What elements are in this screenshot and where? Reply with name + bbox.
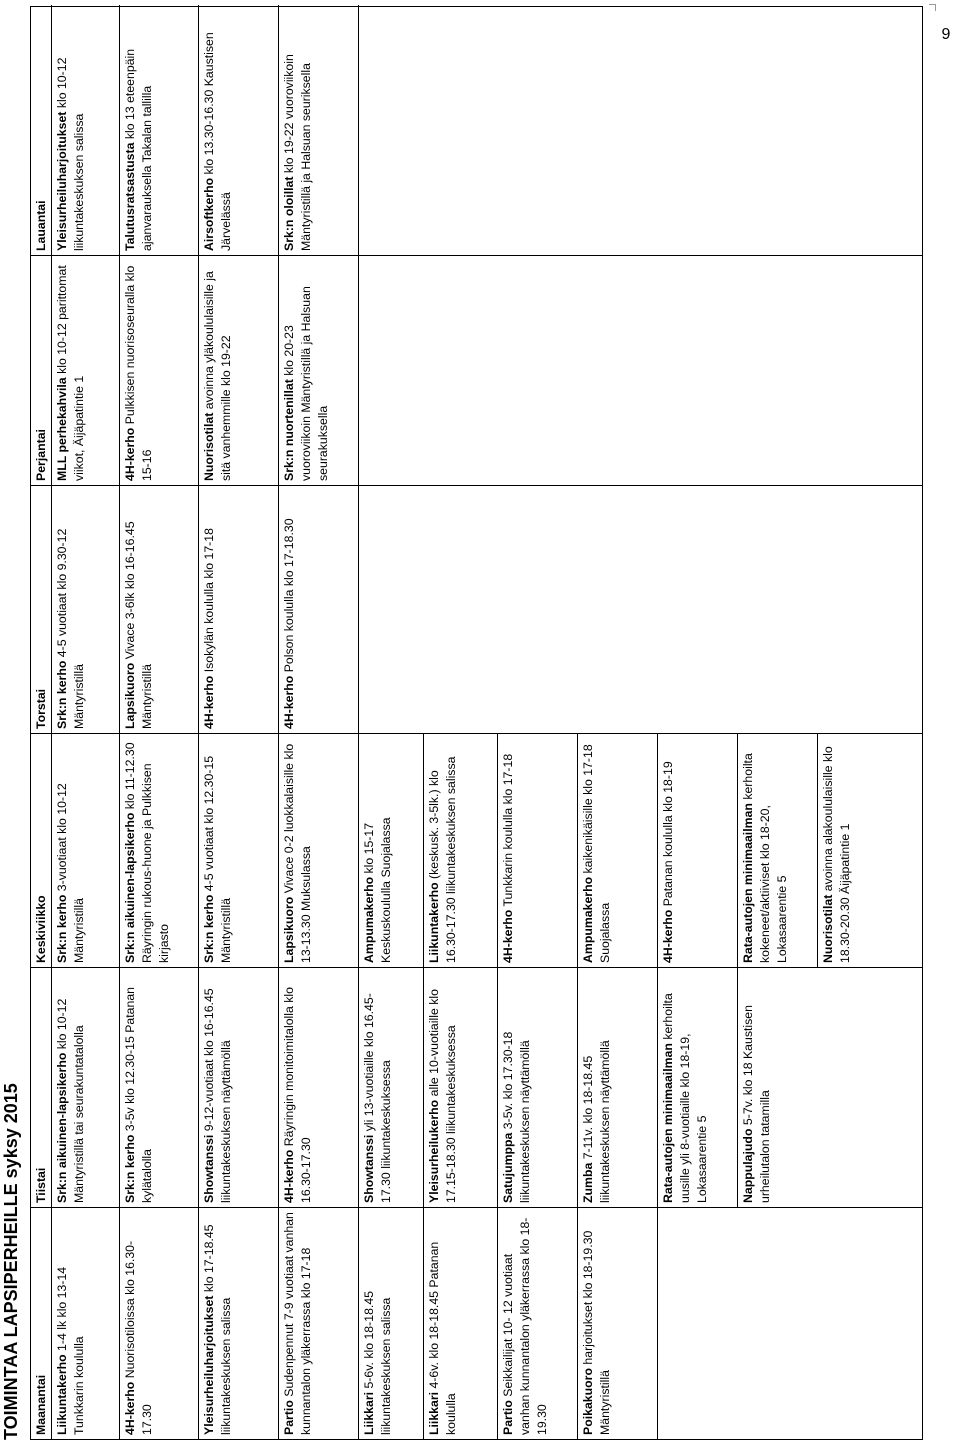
schedule-cell	[199, 734, 279, 967]
activity-name: Showtanssi	[362, 1134, 376, 1203]
schedule-cell	[359, 5, 922, 255]
activity-name: Srk:n aikuinen-lapsikerho	[55, 1052, 69, 1203]
activity-name: Nappulajudo	[741, 1128, 755, 1203]
schedule-cell	[199, 5, 279, 255]
activity-details: klo 11-12.30 Räyringin rukous-huone ja Pulkkisen kirjasto	[123, 742, 172, 963]
activity-details: kerhoilta kokeneet/aktiiviset klo 18-20, Lokasaarentie 5	[741, 753, 790, 963]
schedule-cell	[120, 256, 199, 485]
schedule-cell	[658, 968, 738, 1207]
activity-name: Srk:n kerho	[55, 894, 69, 963]
schedule-cell	[199, 256, 279, 485]
schedule-cell	[578, 734, 658, 967]
schedule-cell	[279, 256, 359, 485]
activity-details: Vivace 3-6lk klo 16-16.45 Mäntyristillä	[123, 521, 155, 729]
schedule-cell	[359, 1208, 424, 1439]
activity-details: 7-11v. klo 18-18.45 liikuntakeskuksen näyttämöllä	[581, 1040, 613, 1203]
corner-mark	[929, 4, 936, 11]
activity-details: Räyringin monitoimitalolla klo 16.30-17.30	[282, 987, 314, 1203]
activity-name: Liikuntakerho	[55, 1354, 69, 1435]
schedule-cell	[120, 734, 199, 967]
activity-name: Srk:n aikuinen-lapsikerho	[123, 812, 137, 963]
schedule-cell	[120, 968, 199, 1207]
column-header: Keskiviikko	[31, 734, 52, 967]
activity-details: avoinna alakoululaisille klo 18.30-20.30 Äijäpatintie 1	[821, 746, 853, 963]
column-header: Tiistai	[31, 968, 52, 1207]
activity-details: klo 17-18.45 liikuntakeskuksen salissa	[202, 1224, 234, 1435]
activity-details: klo 13.30-16.30 Kaustisen Järvelässä	[202, 32, 234, 251]
schedule-cell	[279, 5, 359, 255]
activity-details: 5-6v. klo 18-18.45 liikuntakeskuksen salissa	[362, 1290, 394, 1435]
activity-name: Yleisurheilukerho	[427, 1099, 441, 1203]
schedule-cell	[52, 1208, 120, 1439]
schedule-cell	[120, 5, 199, 255]
schedule-cell	[424, 734, 498, 967]
activity-details: 3-5v. klo 17.30-18 liikuntakeskuksen näyttämöllä	[501, 1031, 533, 1203]
schedule-cell	[359, 486, 922, 733]
activity-name: Partio	[282, 1400, 296, 1435]
activity-details: Polson koululla klo 17-18.30	[282, 518, 296, 676]
schedule-cell	[199, 1208, 279, 1439]
schedule-cell	[424, 968, 498, 1207]
activity-name: Satujumppa	[501, 1132, 515, 1203]
activity-details: Sudenpennut 7-9 vuotiaat vanhan kunnantalon yläkerrassa klo 17-18	[282, 1212, 314, 1435]
activity-name: 4H-kerho	[661, 909, 675, 963]
activity-details: klo 15-17 Keskuskoululla Suojalassa	[362, 817, 394, 963]
schedule-cell	[52, 486, 120, 733]
activity-name: Srk:n nuortenillat	[282, 379, 296, 481]
activity-details: Isokylän koululla klo 17-18	[202, 528, 216, 676]
activity-name: Airsoftkerho	[202, 177, 216, 251]
activity-details: alle 10-vuotiaille klo 17.15-18.30 liikuntakeskuksessa	[427, 989, 459, 1203]
day-column-maanantai	[31, 1207, 922, 1439]
activity-details: Nuorisotiloissa klo 16.30-17.30	[123, 1240, 155, 1435]
activity-details: Vivace 0-2 luokkalaisille klo 13-13.30 Muksulassa	[282, 743, 314, 963]
activity-name: 4H-kerho	[501, 909, 515, 963]
weekly-schedule-table	[30, 6, 923, 1440]
schedule-cell	[498, 968, 578, 1207]
activity-name: Srk:n kerho	[123, 1134, 137, 1203]
column-header: Maanantai	[31, 1208, 52, 1439]
activity-name: Srk:n kerho	[55, 660, 69, 729]
activity-name: Srk:n kerho	[202, 894, 216, 963]
schedule-cell	[359, 968, 424, 1207]
schedule-cell	[279, 486, 359, 733]
schedule-cell	[199, 486, 279, 733]
schedule-cell	[424, 1208, 498, 1439]
schedule-cell	[658, 1208, 922, 1439]
activity-name: 4H-kerho	[123, 427, 137, 481]
activity-details: (keskusk. 3-5lk.) klo 16.30-17.30 liikuntakeskuksen salissa	[427, 756, 459, 963]
activity-name: Lapsikuoro	[123, 662, 137, 729]
activity-name: Talutusratsastusta	[123, 142, 137, 251]
schedule-cell	[658, 734, 738, 967]
schedule-cell	[359, 256, 922, 485]
activity-details: klo 10-12 Mäntyristillä tai seurakuntatalolla	[55, 998, 87, 1203]
activity-name: Partio	[501, 1400, 515, 1435]
activity-details: Tunkkarin koululla klo 17-18	[501, 753, 515, 910]
schedule-cell	[52, 968, 120, 1207]
activity-name: Lapsikuoro	[282, 896, 296, 963]
schedule-cell	[52, 256, 120, 485]
activity-name: Rata-autojen minimaailman	[741, 803, 755, 963]
activity-name: 4H-kerho	[282, 675, 296, 729]
activity-name: Nuorisotilat	[202, 412, 216, 481]
activity-name: Showtanssi	[202, 1134, 216, 1203]
activity-name: Nuorisotilat	[821, 894, 835, 963]
schedule-cell	[52, 5, 120, 255]
activity-name: 4H-kerho	[202, 675, 216, 729]
activity-details: klo 10-12 parittomat viikot, Äijäpatintie 1	[55, 265, 87, 481]
activity-details: avoinna yläkoululaisille ja sitä vanhemmille klo 19-22	[202, 271, 234, 481]
activity-name: Liikkari	[362, 1391, 376, 1435]
activity-details: klo 13 eteenpäin ajanvarauksella Takalan tallilla	[123, 48, 155, 251]
activity-details: harjoitukset klo 18-19.30 Mäntyristillä	[581, 1230, 613, 1435]
activity-details: kaikenikäisille klo 17-18 Suojalassa	[581, 744, 613, 963]
schedule-cell	[120, 486, 199, 733]
activity-details: klo 10-12 liikuntakeskuksen salissa	[55, 57, 87, 251]
page-number: 9	[941, 26, 951, 43]
activity-details: Seikkailijat 10- 12 vuotiaat vanhan kunnantalon yläkerrassa klo 18-19.30	[501, 1217, 550, 1435]
schedule-cell	[279, 1208, 359, 1439]
activity-name: Srk:n oloillat	[282, 176, 296, 251]
activity-details: Patanan koululla klo 18-19	[661, 761, 675, 910]
activity-details: 9-12-vuotiaat klo 16-16.45 liikuntakeskuksen näyttämöllä	[202, 988, 234, 1203]
schedule-cell	[279, 968, 359, 1207]
schedule-cell	[818, 734, 922, 967]
activity-details: Pulkkisen nuorisoseuralla klo 15-16	[123, 265, 155, 481]
activity-name: MLL perhekahvila	[55, 377, 69, 481]
activity-details: 3-vuotiaat klo 10-12 Mäntyristillä	[55, 783, 87, 963]
day-column-lauantai	[31, 5, 922, 255]
activity-details: 1-4 lk klo 13-14 Tunkkarin koululla	[55, 1266, 87, 1435]
schedule-cell	[498, 734, 578, 967]
column-header: Lauantai	[31, 5, 52, 255]
activity-name: 4H-kerho	[282, 1149, 296, 1203]
activity-details: kerhoilta uusille yli 8-vuotiaille klo 18-19, Lokasaarentie 5	[661, 993, 710, 1203]
activity-details: klo 19-22 vuoroviikoin Mäntyristillä ja Halsuan seuriksella	[282, 54, 314, 251]
schedule-cell	[279, 734, 359, 967]
activity-details: 4-5 vuotiaat klo 9.30-12 Mäntyristillä	[55, 528, 87, 729]
activity-details: 3-5v klo 12.30-15 Patanan kylätalolla	[123, 986, 155, 1203]
activity-details: klo 20-23 vuoroviikoin Mäntyristillä ja Halsuan seurakuksella	[282, 286, 331, 481]
schedule-cell	[578, 968, 658, 1207]
activity-name: Liikuntakerho	[427, 882, 441, 963]
schedule-cell	[52, 734, 120, 967]
activity-name: Ampumakerho	[581, 876, 595, 963]
schedule-cell	[738, 734, 818, 967]
activity-details: 5-7v. klo 18 Kaustisen urheilutalon tatamilla	[741, 1005, 773, 1203]
activity-name: Yleisurheiluharjoitukset	[202, 1295, 216, 1435]
activity-details: yli 13-vuotiaille klo 16.45-17.30 liikuntakeskuksessa	[362, 993, 394, 1203]
column-header: Perjantai	[31, 256, 52, 485]
schedule-cell	[120, 1208, 199, 1439]
schedule-cell	[199, 968, 279, 1207]
activity-name: 4H-kerho	[123, 1381, 137, 1435]
day-column-torstai	[31, 485, 922, 733]
schedule-cell	[498, 1208, 578, 1439]
day-column-keskiviikko	[31, 733, 922, 967]
day-column-perjantai	[31, 255, 922, 485]
activity-name: Poikakuoro	[581, 1368, 595, 1435]
schedule-cell	[359, 734, 424, 967]
day-column-tiistai	[31, 967, 922, 1207]
document-title: TOIMINTAA LAPSIPERHEILLE syksy 2015	[1, 1083, 21, 1440]
activity-name: Zumba	[581, 1162, 595, 1203]
activity-details: 4-5 vuotiaat klo 12.30-15 Mäntyristillä	[202, 755, 234, 963]
schedule-cell	[578, 1208, 658, 1439]
activity-name: Rata-autojen minimaailman	[661, 1043, 675, 1203]
schedule-cell	[738, 968, 922, 1207]
activity-details: 4-6v. klo 18-18.45 Patanan koululla	[427, 1241, 459, 1435]
activity-name: Yleisurheiluharjoitukset	[55, 111, 69, 251]
activity-name: Ampumakerho	[362, 876, 376, 963]
activity-name: Liikkari	[427, 1391, 441, 1435]
column-header: Torstai	[31, 486, 52, 733]
